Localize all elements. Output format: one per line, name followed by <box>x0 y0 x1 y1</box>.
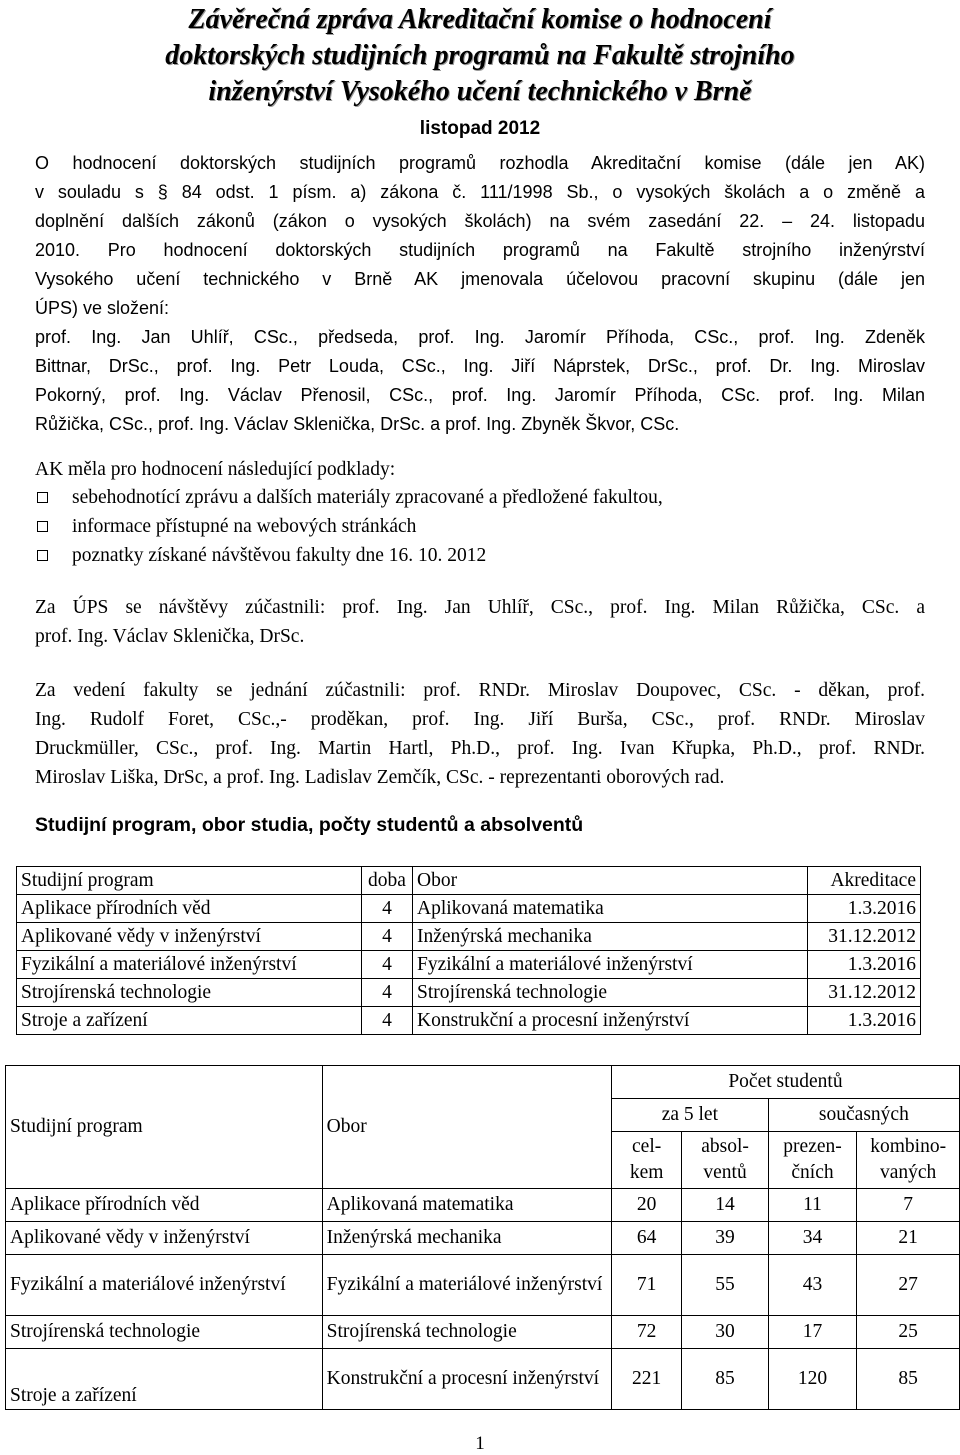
cell-graduates: 30 <box>682 1316 768 1349</box>
cell-program: Aplikované vědy v inženýrství <box>6 1222 323 1255</box>
header-accreditation: Akreditace <box>808 867 921 895</box>
list-item <box>35 512 925 541</box>
intro-line: ÚPS) ve složení: <box>35 298 170 318</box>
visit-line: Za ÚPS se návštěvy zúčastnili: prof. Ing. Jan Uhlíř, CSc., prof. Ing. Milan Růžička, CSc. a <box>35 597 925 618</box>
table-row <box>17 979 921 1007</box>
cell-present: 120 <box>768 1349 857 1410</box>
cell-program: Strojírenská technologie <box>6 1316 323 1349</box>
header-graduates-l1: absol- <box>701 1136 749 1157</box>
intro-paragraph <box>35 149 925 439</box>
table-row <box>17 1007 921 1035</box>
cell-accreditation: 1.3.2016 <box>808 895 921 923</box>
cell-combined: 85 <box>857 1349 960 1410</box>
title-line: Závěrečná zpráva Akreditační komise o hodnocení <box>188 4 772 35</box>
header-present-l2: čních <box>791 1162 834 1183</box>
management-line: Ing. Rudolf Foret, CSc.,- proděkan, prof. Ing. Jiří Burša, CSc., prof. RNDr. Miroslav <box>35 709 925 730</box>
report-date: listopad 2012 <box>419 118 541 139</box>
cell-field: Fyzikální a materiálové inženýrství <box>413 951 808 979</box>
management-paragraph <box>35 676 925 792</box>
intro-line: v souladu s § 84 odst. 1 písm. a) zákona č. 111/1998 Sb., o vysokých školách a o změně a <box>35 182 925 202</box>
cell-program: Aplikované vědy v inženýrství <box>17 923 362 951</box>
title-line: doktorských studijních programů na Fakultě strojního <box>165 40 795 71</box>
cell-combined: 7 <box>857 1189 960 1222</box>
header-duration: doba <box>362 867 413 895</box>
table-row <box>6 1349 960 1410</box>
materials-lead-text: AK měla pro hodnocení následující podklady: <box>35 459 396 480</box>
cell-accreditation: 31.12.2012 <box>808 979 921 1007</box>
cell-total: 72 <box>611 1316 681 1349</box>
cell-present: 43 <box>768 1255 857 1316</box>
management-line: Miroslav Liška, DrSc, a prof. Ing. Ladislav Zemčík, CSc. - reprezentanti oborových rad. <box>35 767 725 788</box>
visit-paragraph <box>35 593 925 651</box>
table-row <box>6 1316 960 1349</box>
section-heading: Studijní program, obor studia, počty studentů a absolventů <box>35 814 584 836</box>
cell-graduates: 14 <box>682 1189 768 1222</box>
committee-line: prof. Ing. Jan Uhlíř, CSc., předseda, prof. Ing. Jaromír Příhoda, CSc., prof. Ing. Zdeněk <box>35 327 925 347</box>
header-field: Obor <box>413 867 808 895</box>
title-line: inženýrství Vysokého učení technického v Brně <box>208 76 752 107</box>
cell-accreditation: 1.3.2016 <box>808 951 921 979</box>
cell-field: Aplikovaná matematika <box>413 895 808 923</box>
list-item <box>35 541 925 570</box>
header-present-l1: prezen- <box>783 1136 842 1157</box>
table-row <box>17 951 921 979</box>
visit-line: prof. Ing. Václav Sklenička, DrSc. <box>35 626 305 647</box>
cell-combined: 27 <box>857 1255 960 1316</box>
table-row <box>6 1255 960 1316</box>
header-total-l2: kem <box>629 1162 664 1183</box>
list-item-text: informace přístupné na webových stránkách <box>72 516 417 537</box>
cell-program: Fyzikální a materiálové inženýrství <box>6 1255 323 1316</box>
cell-program: Stroje a zařízení <box>6 1349 323 1410</box>
header-field: Obor <box>322 1066 611 1189</box>
cell-field: Inženýrská mechanika <box>413 923 808 951</box>
table-header-row <box>17 867 921 895</box>
materials-lead <box>35 455 925 484</box>
cell-combined: 25 <box>857 1316 960 1349</box>
committee-line: Růžička, CSc., prof. Ing. Václav Sklenička, DrSc. a prof. Ing. Zbyněk Škvor, CSc. <box>35 414 680 434</box>
header-students: Počet studentů <box>611 1066 959 1099</box>
cell-present: 11 <box>768 1189 857 1222</box>
intro-line: doplnění dalších zákonů (zákon o vysokých školách) na svém zasedání 22. – 24. listopadu <box>35 211 925 231</box>
cell-field: Strojírenská technologie <box>413 979 808 1007</box>
cell-graduates: 85 <box>682 1349 768 1410</box>
cell-program: Stroje a zařízení <box>17 1007 362 1035</box>
intro-line: O hodnocení doktorských studijních programů rozhodla Akreditační komise (dále jen AK) <box>35 153 925 173</box>
cell-field: Strojírenská technologie <box>322 1316 611 1349</box>
cell-duration: 4 <box>362 979 413 1007</box>
header-program: Studijní program <box>17 867 362 895</box>
materials-list <box>35 483 925 570</box>
cell-field: Konstrukční a procesní inženýrství <box>322 1349 611 1410</box>
header-five-years: za 5 let <box>611 1099 768 1132</box>
header-combined-l2: vaných <box>880 1162 937 1183</box>
intro-line: Vysokého učení technického v Brně AK jmenovala účelovou pracovní skupinu (dále jen <box>35 269 925 289</box>
table-row <box>6 1222 960 1255</box>
cell-present: 17 <box>768 1316 857 1349</box>
cell-field: Aplikovaná matematika <box>322 1189 611 1222</box>
list-item-text: poznatky získané návštěvou fakulty dne 16. 10. 2012 <box>72 545 487 566</box>
square-bullet-icon <box>37 521 48 532</box>
intro-line: 2010. Pro hodnocení doktorských studijních programů na Fakultě strojního inženýrství <box>35 240 925 260</box>
table-row <box>6 1189 960 1222</box>
page-number: 1 <box>475 1433 485 1454</box>
cell-accreditation: 1.3.2016 <box>808 1007 921 1035</box>
header-combined <box>857 1132 960 1189</box>
management-line: Druckmüller, CSc., prof. Ing. Martin Hartl, Ph.D., prof. Ing. Ivan Křupka, Ph.D., prof. RNDr. <box>35 738 925 759</box>
cell-graduates: 39 <box>682 1222 768 1255</box>
list-item <box>35 483 925 512</box>
table-row <box>17 923 921 951</box>
table-header-row <box>6 1066 960 1099</box>
header-graduates <box>682 1132 768 1189</box>
header-graduates-l2: ventů <box>703 1162 747 1183</box>
table-row <box>17 895 921 923</box>
cell-duration: 4 <box>362 923 413 951</box>
cell-program: Aplikace přírodních věd <box>6 1189 323 1222</box>
header-combined-l1: kombino- <box>870 1136 947 1157</box>
cell-total: 71 <box>611 1255 681 1316</box>
document-title <box>60 2 900 110</box>
cell-accreditation: 31.12.2012 <box>808 923 921 951</box>
programs-table <box>16 866 921 1035</box>
cell-total: 221 <box>611 1349 681 1410</box>
cell-field: Inženýrská mechanika <box>322 1222 611 1255</box>
cell-duration: 4 <box>362 951 413 979</box>
management-line: Za vedení fakulty se jednání zúčastnili: prof. RNDr. Miroslav Doupovec, CSc. - děkan, prof. <box>35 680 925 701</box>
cell-total: 20 <box>611 1189 681 1222</box>
header-present <box>768 1132 857 1189</box>
cell-graduates: 55 <box>682 1255 768 1316</box>
cell-duration: 4 <box>362 895 413 923</box>
header-program: Studijní program <box>6 1066 323 1189</box>
committee-line: Bittnar, DrSc., prof. Ing. Petr Louda, CSc., Ing. Jiří Náprstek, DrSc., prof. Dr. Ing. Miroslav <box>35 356 925 376</box>
cell-duration: 4 <box>362 1007 413 1035</box>
cell-program: Fyzikální a materiálové inženýrství <box>17 951 362 979</box>
cell-program: Strojírenská technologie <box>17 979 362 1007</box>
cell-total: 64 <box>611 1222 681 1255</box>
square-bullet-icon <box>37 492 48 503</box>
committee-line: Pokorný, prof. Ing. Václav Přenosil, CSc., prof. Ing. Jaromír Příhoda, CSc. prof. Ing. Milan <box>35 385 925 405</box>
cell-field: Konstrukční a procesní inženýrství <box>413 1007 808 1035</box>
header-total-l1: cel- <box>632 1136 662 1157</box>
cell-combined: 21 <box>857 1222 960 1255</box>
cell-program: Aplikace přírodních věd <box>17 895 362 923</box>
list-item-text: sebehodnotící zprávu a dalších materiály zpracované a předložené fakultou, <box>72 487 663 508</box>
student-counts-table <box>5 1065 960 1410</box>
header-total <box>611 1132 681 1189</box>
cell-field: Fyzikální a materiálové inženýrství <box>322 1255 611 1316</box>
cell-present: 34 <box>768 1222 857 1255</box>
square-bullet-icon <box>37 550 48 561</box>
header-current: současných <box>768 1099 959 1132</box>
